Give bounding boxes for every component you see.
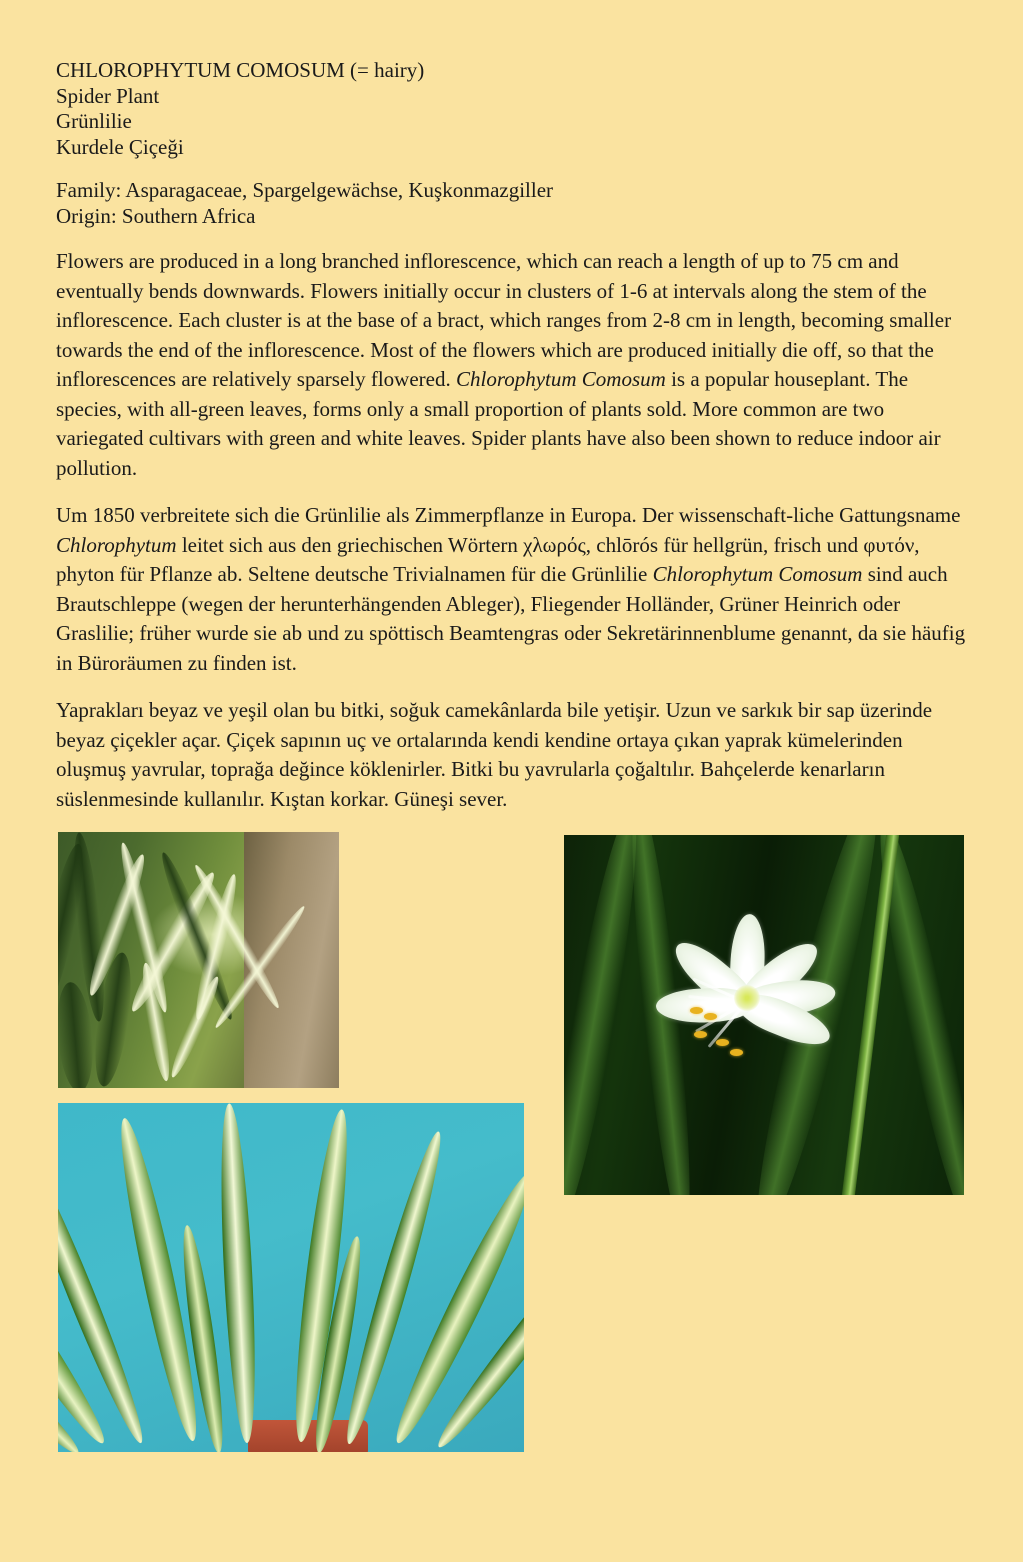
anther (704, 1013, 717, 1020)
family-line: Family: Asparagaceae, Spargelgewächse, Kuşkonmazgiller (56, 178, 554, 202)
english-text-part-1: Flowers are produced in a long branched inflorescence, which can reach a length of up to 75 cm and eventually bends downwards. Flowers initially occur in clusters of 1-6 at intervals along the stem of the inflorescence. Each cluster is at the base of a bract, which ranges from 2-8 cm in length, becoming smaller towards the end of the inflorescence. Most of the flowers which are produced initially die off, so that the inflorescences are relatively sparsely flowered. (56, 249, 952, 391)
german-text-part-1: Um 1850 verbreitete sich die Grünlilie als Zimmerpflanze in Europa. Der wissenschaft-liche Gattungsname (56, 503, 961, 527)
variegated-spider-plant-outdoors-image (58, 832, 339, 1088)
anther (690, 1007, 703, 1014)
flower-center (734, 985, 760, 1011)
german-text-part-2: leitet sich aus den griechischen Wörtern χλωρός, chlōrós für hellgrün, frisch und φυτόν, phyton für Pflanze ab. Seltene deutsche Trivialnamen für die Grünlilie (56, 532, 920, 586)
paragraph-turkish: Yaprakları beyaz ve yeşil olan bu bitki, soğuk camekânlarda bile yetişir. Uzun ve sarkık bir sap üzerinde beyaz çiçekler açar. Çiçek sapının uç ve ortalarında kendi kendine ortaya çıkan yaprak kümelerinden oluşmuş yavrular, toprağa değince köklenirler. Bitki bu yavrularla çoğaltılır. Bahçelerde kenarların süslenmesinde kullanılır. Kıştan korkar. Güneşi sever. (56, 698, 933, 811)
anther (694, 1031, 707, 1038)
plant-leaf (215, 1103, 261, 1444)
meta-block (56, 178, 967, 229)
german-text-part-3: sind auch Brautschleppe (wegen der herunterhängenden Ableger), Fliegender Holländer, Grüner Heinrich oder Graslilie; früher wurde sie ab und zu spöttisch Beamtengras oder Sekretärinnenblume genannt, da sie häufig in Büroräumen zu finden ist. (56, 562, 966, 675)
anther (730, 1049, 743, 1056)
common-name-german: Grünlilie (56, 109, 132, 133)
spider-plant-turquoise-background-image (58, 1103, 524, 1452)
english-text-part-2: is a popular houseplant. The species, with all-green leaves, forms only a small proportion of plants sold. More common are two variegated cultivars with green and white leaves. Spider plants have also been shown to reduce indoor air pollution. (56, 367, 941, 480)
origin-line: Origin: Southern Africa (56, 203, 256, 228)
common-name-turkish: Kurdele Çiçeği (56, 134, 184, 159)
title-block (56, 58, 967, 160)
german-italic-genus: Chlorophytum (56, 532, 177, 557)
spider-plant-flower-closeup-image (564, 835, 964, 1195)
german-italic-species: Chlorophytum Comosum (652, 562, 863, 586)
common-name-english: Spider Plant (56, 83, 160, 108)
scientific-name: CHLOROPHYTUM COMOSUM (= hairy) (56, 58, 425, 82)
image-gallery (56, 832, 967, 1452)
paragraph-english (56, 247, 967, 483)
paragraph-german (56, 501, 967, 678)
english-italic-species: Chlorophytum Comosum (455, 367, 666, 391)
anther (716, 1039, 729, 1046)
